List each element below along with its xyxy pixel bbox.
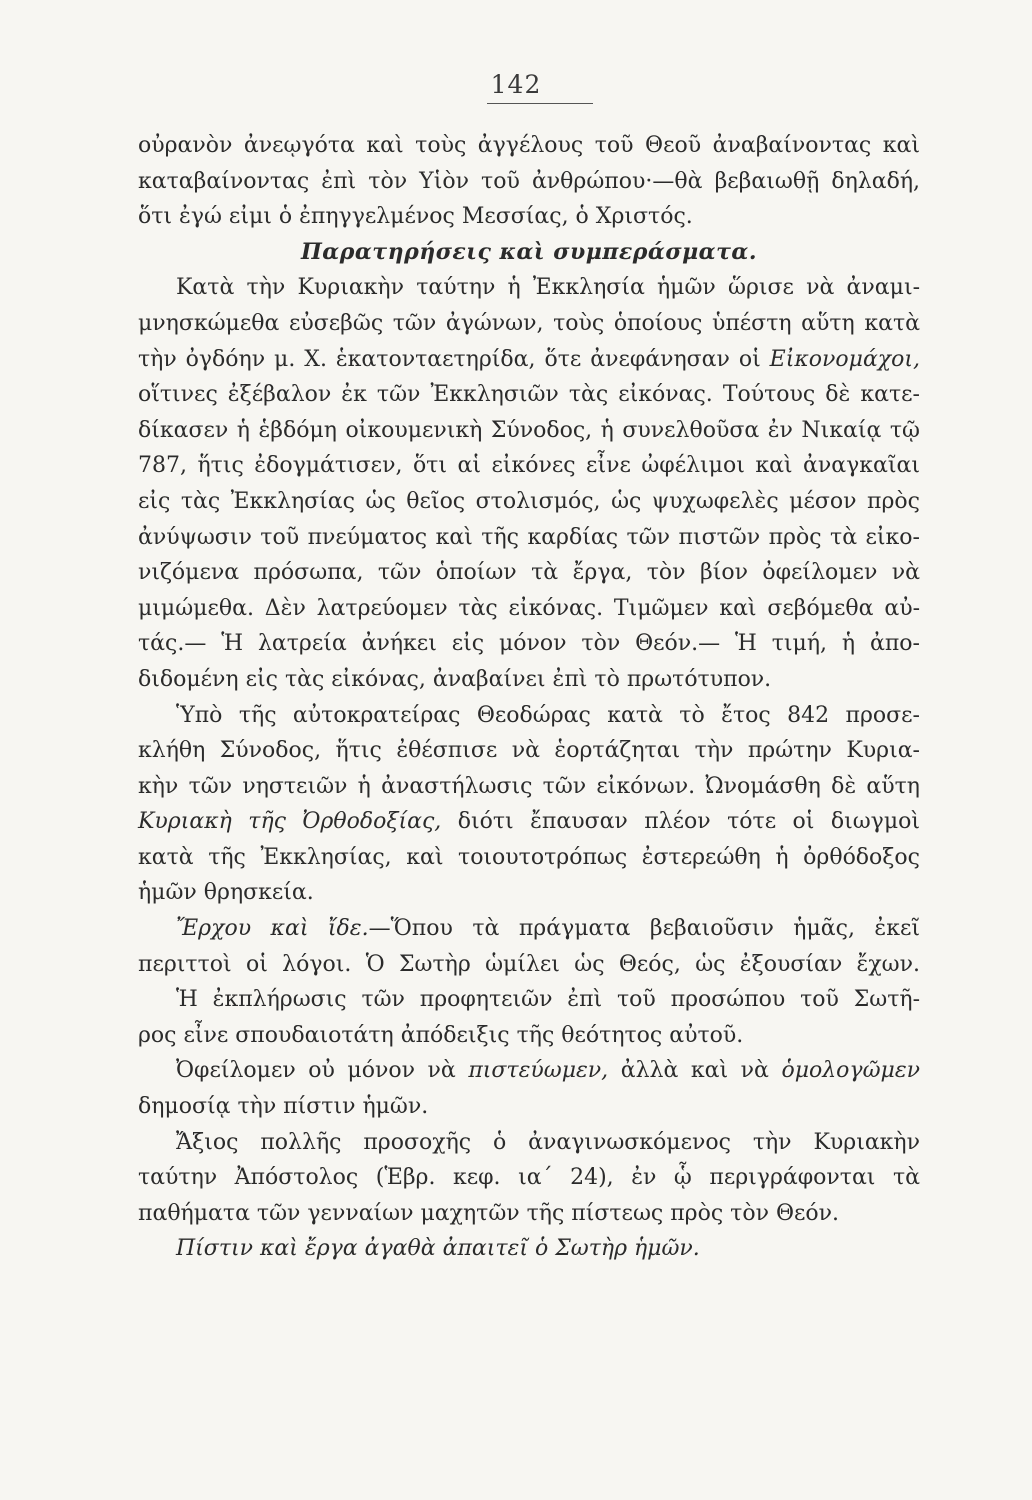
text-line: ὅτι ἐγώ εἰμι ὁ ἐπηγγελμένος Μεσσίας, ὁ Χριστός. [138, 204, 693, 230]
text-line: περιττοὶ οἱ λόγοι. Ὁ Σωτὴρ ὡμίλει ὡς Θεός, ὡς ἐξουσίαν ἔχων. [138, 951, 920, 977]
text-line: Κατὰ τὴν Κυριακὴν ταύτην ἡ Ἐκκλησία ἡμῶν ὥρισε νὰ ἀναμι- [176, 275, 920, 301]
text-line [138, 1231, 920, 1267]
text-line: τάς.— Ἡ λατρεία ἀνήκει εἰς μόνον τὸν Θεόν.— Ἡ τιμή, ἡ ἀπο- [138, 631, 920, 657]
text-line: διδομένη εἰς τὰς εἰκόνας, ἀναβαίνει ἐπὶ τὸ πρωτότυπον. [138, 666, 772, 692]
text-line: μνησκώμεθα εὐσεβῶς τῶν ἀγώνων, τοὺς ὁποίους ὑπέστη αὕτη κατὰ [138, 310, 920, 336]
text-line: Ἡ ἐκπλήρωσις τῶν προφητειῶν ἐπὶ τοῦ προσώπου τοῦ Σωτῆ- [176, 987, 920, 1013]
text-line: Ἄξιος πολλῆς προσοχῆς ὁ ἀναγινωσκόμενος τὴν Κυριακὴν [176, 1129, 920, 1155]
text-fragment: ἀλλὰ καὶ νὰ [608, 1058, 782, 1084]
italic-term: ὁμολογῶμεν [781, 1058, 920, 1084]
text-line: οἵτινες ἐξέβαλον ἐκ τῶν Ἐκκλησιῶν τὰς εἰκόνας. Τούτους δὲ κατε- [138, 382, 920, 408]
text-line: ἀνύψωσιν τοῦ πνεύματος καὶ τῆς καρδίας τῶν πιστῶν πρὸς τὰ εἰκο- [138, 524, 920, 550]
text-line: οὐρανὸν ἀνεῳγότα καὶ τοὺς ἀγγέλους τοῦ Θεοῦ ἀναβαίνοντας καὶ [138, 133, 920, 158]
page-number: 142 [490, 70, 542, 99]
text-line: ρος εἶνε σπουδαιοτάτη ἀπόδειξις τῆς θεότητος αὐτοῦ. [138, 1022, 744, 1048]
body-text [138, 128, 920, 1267]
text-line: μιμώμεθα. Δὲν λατρεύομεν τὰς εἰκόνας. Τιμῶμεν καὶ σεβόμεθα αὐ- [138, 595, 920, 621]
text-line: Ὑπὸ τῆς αὐτοκρατείρας Θεοδώρας κατὰ τὸ ἔτος 842 προσε- [176, 702, 920, 728]
text-line: 787, ἥτις ἐδογμάτισεν, ὅτι αἱ εἰκόνες εἶνε ὠφέλιμοι καὶ ἀναγκαῖαι [138, 453, 920, 479]
italic-term: Κυριακὴ τῆς Ὀρθοδοξίας, [138, 809, 442, 835]
text-line [138, 911, 920, 947]
text-line: δημοσίᾳ τὴν πίστιν ἡμῶν. [138, 1094, 429, 1120]
text-line: εἰς τὰς Ἐκκλησίας ὡς θεῖος στολισμός, ὡς ψυχωφελὲς μέσον πρὸς [138, 488, 920, 514]
text-fragment: Ὀφείλομεν οὐ μόνον νὰ [176, 1058, 469, 1084]
italic-line: Πίστιν καὶ ἔργα ἀγαθὰ ἀπαιτεῖ ὁ Σωτὴρ ἡμῶν. [176, 1236, 700, 1262]
italic-term: Εἰκονομάχοι, [769, 346, 920, 372]
text-line: κλήθη Σύνοδος, ἥτις ἐθέσπισε νὰ ἑορτάζηται τὴν πρώτην Κυρια- [138, 738, 920, 764]
text-fragment: τὴν ὀγδόην μ. Χ. ἑκατονταετηρίδα, ὅτε ἀνεφάνησαν οἱ [138, 346, 770, 372]
text-line: δίκασεν ἡ ἑβδόμη οἰκουμενικὴ Σύνοδος, ἡ συνελθοῦσα ἐν Νικαίᾳ τῷ [138, 417, 920, 443]
text-fragment: διότι ἔπαυσαν πλέον τότε οἱ διωγμοὶ [441, 809, 920, 835]
text-line [138, 342, 920, 378]
text-fragment: —Ὅπου τὰ πράγματα βεβαιοῦσιν ἡμᾶς, ἐκεῖ [368, 916, 920, 942]
text-line [138, 1053, 920, 1089]
section-heading: Παρατηρήσεις καὶ συμπεράσματα. [301, 238, 757, 265]
text-line: κὴν τῶν νηστειῶν ἡ ἀναστήλωσις τῶν εἰκόνων. Ὠνομάσθη δὲ αὕτη [138, 773, 920, 799]
text-line: καταβαίνοντας ἐπὶ τὸν Υἱὸν τοῦ ἀνθρώπου·—θὰ βεβαιωθῇ δηλαδή, [138, 168, 920, 194]
italic-term: πιστεύωμεν, [468, 1058, 609, 1084]
text-line: ταύτην Ἀπόστολος (Ἑβρ. κεφ. ια΄ 24), ἐν ᾧ περιγράφονται τὰ [138, 1165, 920, 1191]
text-line: παθήματα τῶν γενναίων μαχητῶν τῆς πίστεως πρὸς τὸν Θεόν. [138, 1200, 839, 1226]
header-rule [487, 103, 593, 104]
text-line: νιζόμενα πρόσωπα, τῶν ὁποίων τὰ ἔργα, τὸν βίον ὀφείλομεν νὰ [138, 560, 920, 586]
text-line: κατὰ τῆς Ἐκκλησίας, καὶ τοιουτοτρόπως ἐστερεώθη ἡ ὀρθόδοξος [138, 844, 920, 870]
text-line: ἡμῶν θρησκεία. [138, 880, 314, 906]
text-line [138, 804, 920, 840]
italic-term: Ἔρχου καὶ ἴδε. [176, 916, 369, 942]
